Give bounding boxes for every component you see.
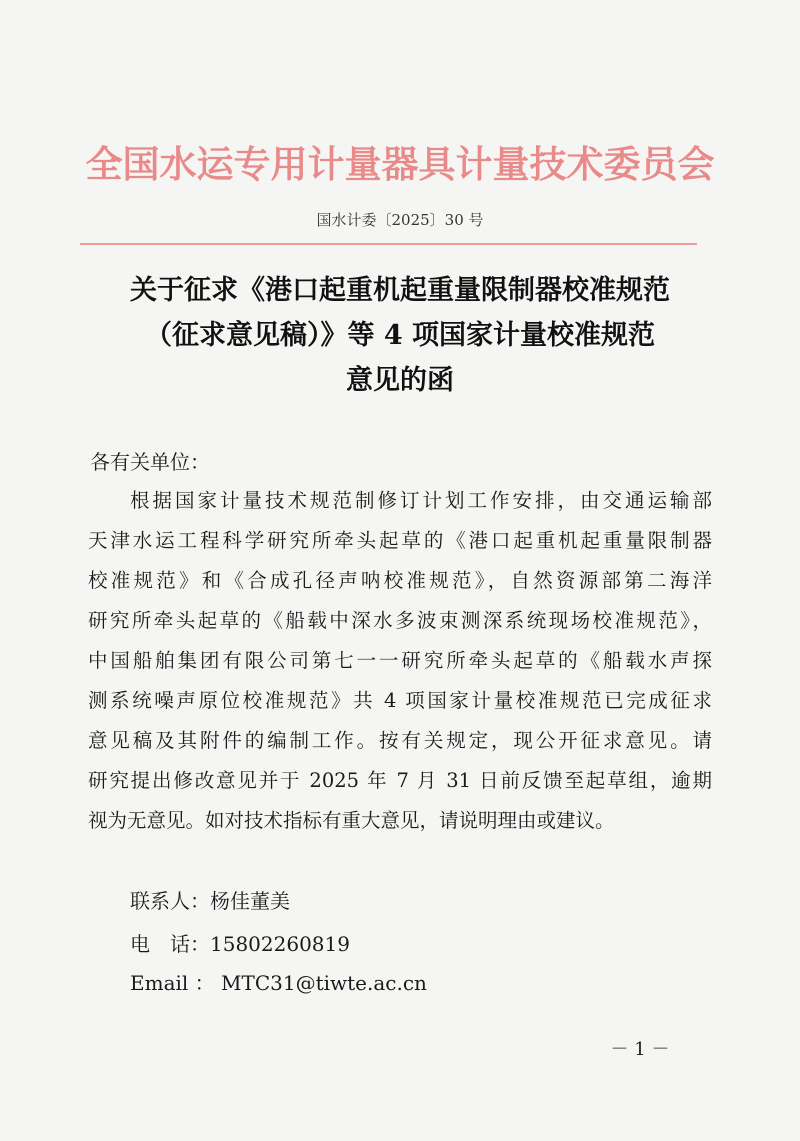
salutation: 各有关单位： (90, 450, 210, 474)
contact-email-label: Email ： (130, 971, 215, 995)
body-line: 研究提出修改意见并于 2025 年 7 月 31 日前反馈至起草组，逾期 (88, 769, 712, 792)
contact-person-value: 杨佳董美 (210, 889, 290, 913)
title-line-2: （征求意见稿）》等 4 项国家计量校准规范 (144, 320, 656, 351)
contact-phone-value: 15802260819 (210, 932, 350, 956)
contact-person-label: 联系人： (130, 889, 210, 913)
contact-person (130, 885, 290, 914)
contact-phone (130, 928, 350, 957)
body-line: 研究所牵头起草的《船载中深水多波束测深系统现场校准规范》， (88, 609, 712, 632)
page-number: － 1 － (610, 1039, 670, 1060)
body-line: 校准规范》和《合成孔径声呐校准规范》，自然资源部第二海洋 (88, 569, 712, 592)
title-line-3: 意见的函 (346, 365, 454, 396)
document-number: 国水计委〔2025〕30 号 (316, 211, 484, 229)
body-line: 天津水运工程科学研究所牵头起草的《港口起重机起重量限制器 (88, 529, 712, 552)
body-line: 测系统噪声原位校准规范》共 4 项国家计量校准规范已完成征求 (88, 689, 712, 712)
body-line: 中国船舶集团有限公司第七一一研究所牵头起草的《船载水声探 (88, 649, 712, 672)
contact-phone-label: 电 话： (130, 932, 210, 956)
body-line: 视为无意见。如对技术指标有重大意见，请说明理由或建议。 (88, 809, 615, 832)
body-line: 根据国家计量技术规范制修订计划工作安排，由交通运输部 (130, 489, 712, 512)
title-line-1: 关于征求《港口起重机起重量限制器校准规范 (130, 275, 670, 306)
contact-email-value: MTC31@tiwte.ac.cn (221, 971, 427, 995)
header-divider (80, 243, 697, 245)
contact-email (130, 967, 427, 996)
body-line: 意见稿及其附件的编制工作。按有关规定，现公开征求意见。请 (88, 729, 712, 752)
organization-header: 全国水运专用计量器具计量技术委员会 (85, 142, 715, 186)
